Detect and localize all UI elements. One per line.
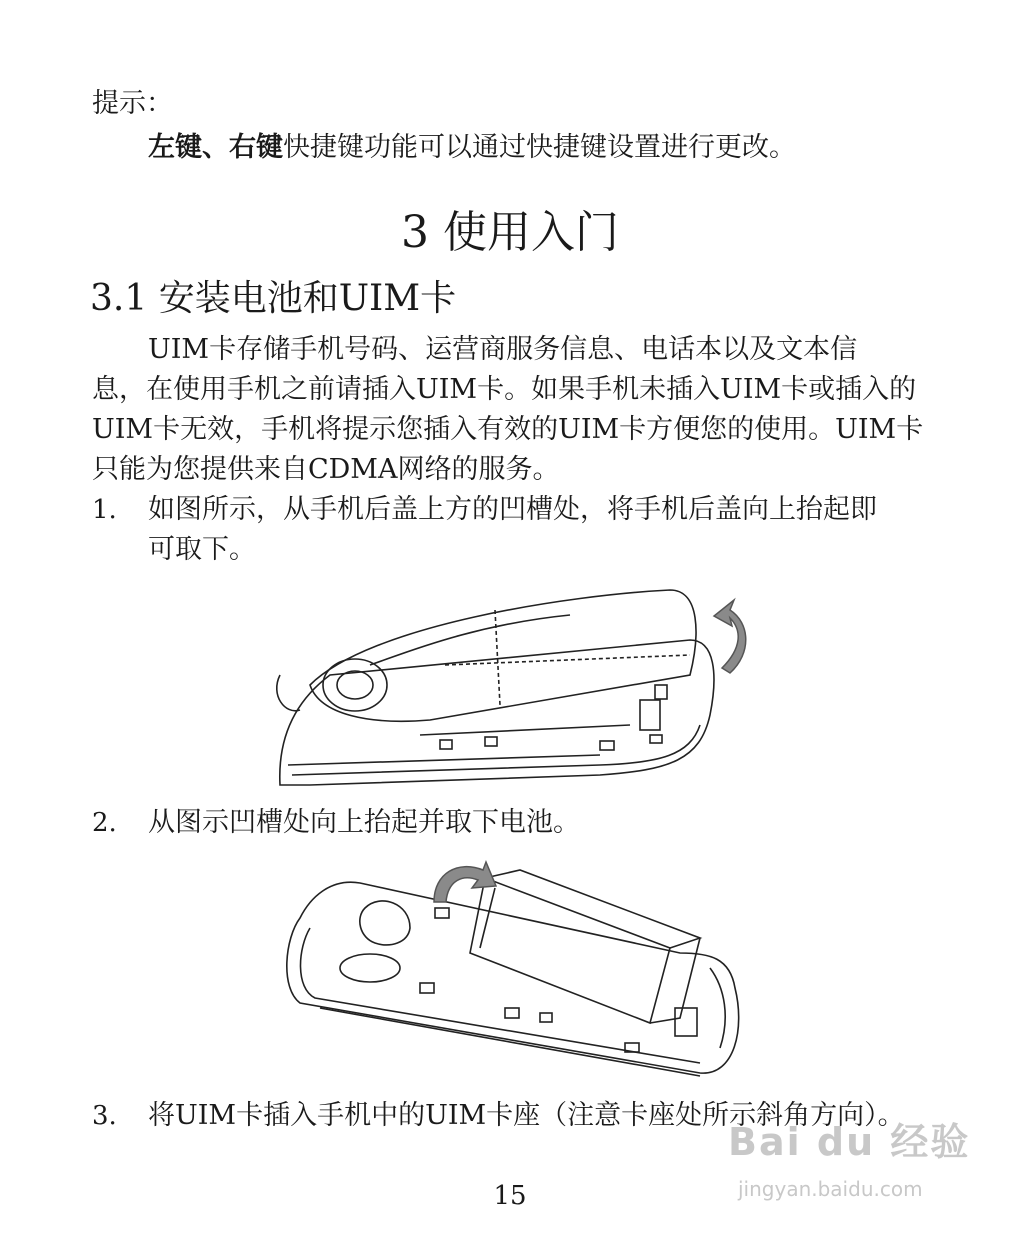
- tip-text: [148, 130, 796, 166]
- tip-rest: 快捷键功能可以通过快捷键设置进行更改。: [283, 132, 796, 163]
- watermark-logo: Bai du 经验: [728, 1120, 971, 1164]
- step-1-line-1: 如图所示，从手机后盖上方的凹槽处，将手机后盖向上抬起即: [148, 494, 877, 525]
- page-number: 15: [493, 1181, 527, 1211]
- intro-line-1: UIM卡存储手机号码、运营商服务信息、电话本以及文本信: [148, 334, 858, 365]
- watermark-url: jingyan.baidu.com: [738, 1177, 923, 1201]
- intro-line-4: 只能为您提供来自CDMA网络的服务。: [92, 454, 560, 485]
- section-title: 3.1 安装电池和UIM卡: [90, 278, 457, 319]
- tip-bold-keys: 左键、右键: [148, 132, 283, 163]
- step-1-number: 1.: [92, 495, 117, 525]
- step-1-line-2: 可取下。: [148, 534, 256, 565]
- figure-remove-battery: [280, 858, 750, 1088]
- step-3-line-1: 将UIM卡插入手机中的UIM卡座（注意卡座处所示斜角方向）。: [148, 1100, 905, 1131]
- step-3-number: 3.: [92, 1101, 117, 1131]
- chapter-title: 3 使用入门: [401, 207, 619, 258]
- curved-arrow-icon: [428, 858, 498, 906]
- intro-line-2: 息，在使用手机之前请插入UIM卡。如果手机未插入UIM卡或插入的: [92, 374, 917, 405]
- step-2-number: 2.: [92, 808, 117, 838]
- figure-remove-back-cover: [270, 585, 750, 795]
- step-2-line-1: 从图示凹槽处向上抬起并取下电池。: [148, 807, 580, 838]
- intro-line-3: UIM卡无效，手机将提示您插入有效的UIM卡方便您的使用。UIM卡: [92, 414, 924, 445]
- tip-label: 提示：: [92, 88, 173, 119]
- curved-arrow-icon: [712, 598, 752, 678]
